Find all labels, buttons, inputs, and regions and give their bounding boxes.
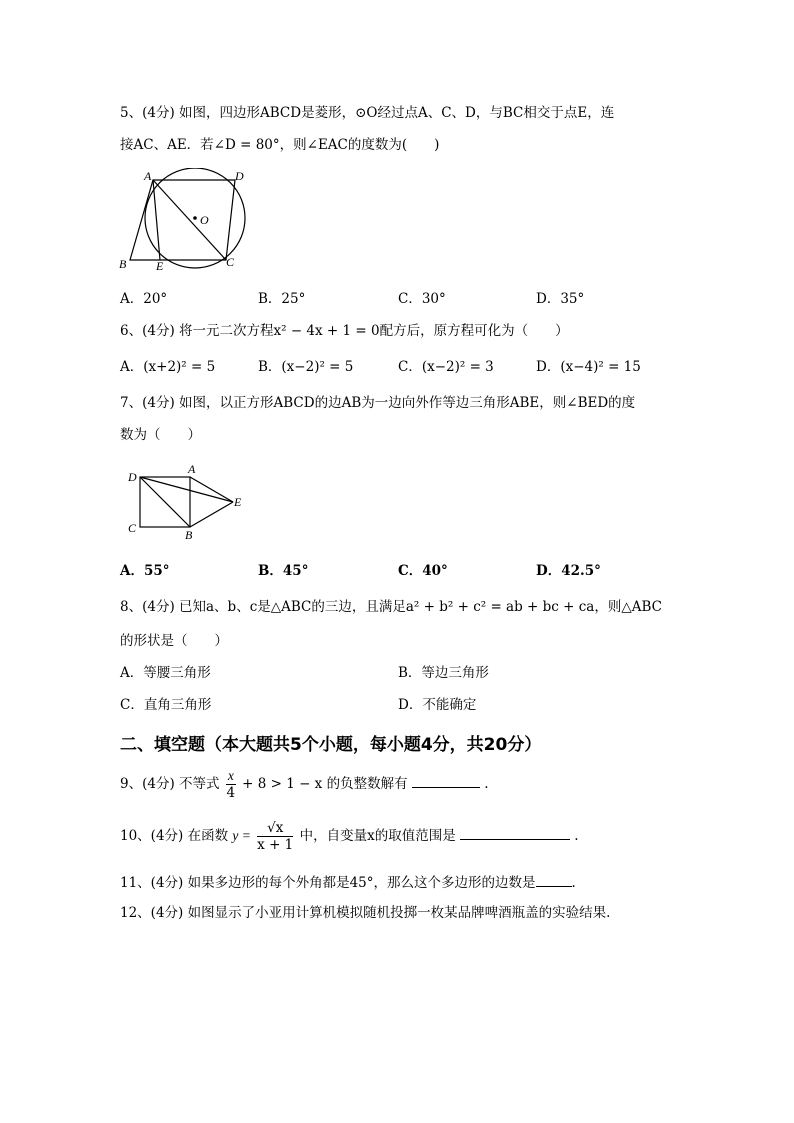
q7-option-c[interactable]: C．40° bbox=[398, 563, 448, 579]
q8-option-c[interactable]: C．直角三角形 bbox=[120, 697, 212, 713]
q5-option-b[interactable]: B．25° bbox=[258, 291, 306, 307]
q9-end: . bbox=[484, 776, 489, 792]
q11-text: 11、(4分) 如果多边形的每个外角都是45°，那么这个多边形的边数是 bbox=[120, 875, 536, 891]
label-c: C bbox=[128, 521, 137, 535]
label-b: B bbox=[185, 528, 193, 542]
q5-option-d[interactable]: D．35° bbox=[536, 291, 585, 307]
q12-stem: 12、(4分) 如图显示了小亚用计算机模拟随机投掷一枚某品牌啤酒瓶盖的实验结果. bbox=[120, 905, 611, 921]
q5-figure bbox=[115, 168, 255, 276]
label-a: A bbox=[144, 169, 152, 183]
q8-stem-line2: 的形状是（ ） bbox=[120, 633, 228, 649]
q10-suffix: 中，自变量x的取值范围是 bbox=[299, 828, 456, 844]
center-dot bbox=[193, 216, 197, 220]
q9-prefix: 9、(4分) 不等式 bbox=[120, 776, 220, 792]
segment-de bbox=[140, 477, 233, 502]
label-b: B bbox=[119, 257, 127, 271]
q11-answer-blank[interactable] bbox=[536, 872, 572, 887]
q5-stem-line2: 接AC、AE．若∠D = 80°，则∠EAC的度数为( ) bbox=[120, 137, 440, 153]
q8-option-d[interactable]: D．不能确定 bbox=[398, 697, 477, 713]
rhombus-abcd bbox=[130, 180, 235, 260]
q8-option-b[interactable]: B．等边三角形 bbox=[398, 665, 489, 681]
label-d: D bbox=[235, 169, 244, 183]
label-o: O bbox=[200, 213, 209, 227]
label-c: C bbox=[226, 255, 235, 269]
q10-fraction bbox=[257, 820, 293, 853]
q10-stem bbox=[120, 817, 579, 855]
q5-option-c[interactable]: C．30° bbox=[398, 291, 446, 307]
q5-option-a[interactable]: A．20° bbox=[120, 291, 168, 307]
q6-option-b[interactable]: B．(x−2)² = 5 bbox=[258, 359, 354, 375]
q6-stem: 6、(4分) 将一元二次方程x² − 4x + 1 = 0配方后，原方程可化为（ ） bbox=[120, 323, 569, 339]
q7-figure bbox=[125, 462, 255, 542]
q10-y-eq: y = bbox=[232, 828, 251, 843]
q9-answer-blank[interactable] bbox=[412, 773, 480, 788]
q7-option-a[interactable]: A．55° bbox=[120, 563, 170, 579]
segment-bd bbox=[140, 477, 190, 527]
q10-frac-den: x + 1 bbox=[257, 837, 294, 853]
q7-option-b[interactable]: B．45° bbox=[258, 563, 309, 579]
label-a: A bbox=[188, 462, 196, 476]
q10-answer-blank[interactable] bbox=[460, 825, 570, 840]
q5-stem-line1: 5、(4分) 如图，四边形ABCD是菱形，⊙O经过点A、C、D，与BC相交于点E，连 bbox=[120, 105, 615, 121]
q8-stem-line1: 8、(4分) 已知a、b、c是△ABC的三边，且满足a² + b² + c² = ab + bc + ca，则△ABC bbox=[120, 599, 662, 615]
q9-fraction bbox=[226, 768, 236, 801]
q11-stem bbox=[120, 872, 576, 892]
segment-ae bbox=[190, 477, 233, 502]
q7-option-d[interactable]: D．42.5° bbox=[536, 563, 601, 579]
q9-stem bbox=[120, 766, 488, 802]
label-e: E bbox=[156, 259, 164, 273]
q10-end: . bbox=[574, 828, 579, 844]
q6-option-d[interactable]: D．(x−4)² = 15 bbox=[536, 359, 641, 375]
q9-frac-num: x bbox=[227, 768, 234, 783]
q6-option-a[interactable]: A．(x+2)² = 5 bbox=[120, 359, 216, 375]
segment-ac bbox=[153, 180, 226, 260]
q7-stem-line2: 数为（ ） bbox=[120, 427, 201, 443]
q10-prefix: 10、(4分) 在函数 bbox=[120, 828, 229, 844]
label-e: E bbox=[234, 495, 242, 509]
segment-be bbox=[190, 502, 233, 527]
q11-end: . bbox=[571, 875, 576, 891]
q9-middle: + 8 > 1 − x bbox=[242, 776, 323, 792]
q9-suffix: 的负整数解有 bbox=[326, 776, 408, 792]
q10-frac-num: √x bbox=[257, 820, 293, 837]
q6-option-c[interactable]: C．(x−2)² = 3 bbox=[398, 359, 494, 375]
label-d: D bbox=[128, 470, 137, 484]
q8-option-a[interactable]: A．等腰三角形 bbox=[120, 665, 211, 681]
q9-frac-den: 4 bbox=[226, 785, 236, 801]
q7-stem-line1: 7、(4分) 如图，以正方形ABCD的边AB为一边向外作等边三角形ABE，则∠BED的度 bbox=[120, 395, 636, 411]
section-2-title: 二、填空题（本大题共5个小题，每小题4分，共20分） bbox=[120, 735, 542, 755]
segment-ae bbox=[153, 180, 160, 260]
